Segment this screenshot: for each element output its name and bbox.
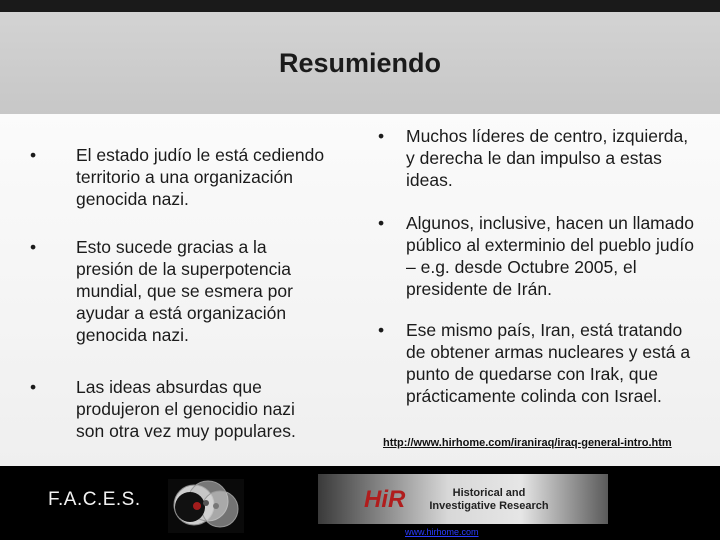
hir-url-link[interactable]: www.hirhome.com (405, 527, 479, 537)
hir-title-line2: Investigative Research (429, 500, 549, 512)
bullet-dot: • (30, 145, 37, 165)
bullet-text: Algunos, inclusive, hacen un llamado público al exterminio del pueblo judío – e.g. desde Octubre 2005, el presidente de Irán. (406, 213, 694, 299)
slide-title: Resumiendo (278, 48, 442, 78)
bullet-text: Esto sucede gracias a la presión de la superpotencia mundial, que se esmera por ayudar a está organización genocida nazi. (76, 237, 293, 345)
faces-label: F.A.C.E.S. (48, 489, 141, 510)
bullet-text: El estado judío le está cediendo territorio a una organización genocida nazi. (76, 145, 325, 209)
bullet-dot: • (378, 213, 385, 233)
hir-banner (318, 474, 608, 524)
bullet-dot: • (378, 126, 385, 146)
source-link[interactable]: http://www.hirhome.com/iraniraq/iraq-general-intro.htm (383, 437, 672, 449)
hir-title-line1: Historical and (452, 487, 526, 499)
top-band (0, 0, 720, 12)
faces-venn-logo-icon (168, 479, 244, 533)
bullet-text: Las ideas absurdas que produjeron el genocidio nazi son otra vez muy populares. (76, 377, 296, 441)
bullet-text: Ese mismo país, Iran, está tratando de obtener armas nucleares y está a punto de quedarse con Irak, que prácticamente colinda con Israel. (406, 320, 691, 406)
bullet-dot: • (30, 237, 37, 257)
bullet-text: Muchos líderes de centro, izquierda, y derecha le dan impulso a estas ideas. (406, 126, 689, 190)
hir-logo: HiR (364, 486, 406, 513)
bullet-dot: • (30, 377, 37, 397)
hir-title (414, 487, 564, 513)
bullet-dot: • (378, 320, 385, 340)
